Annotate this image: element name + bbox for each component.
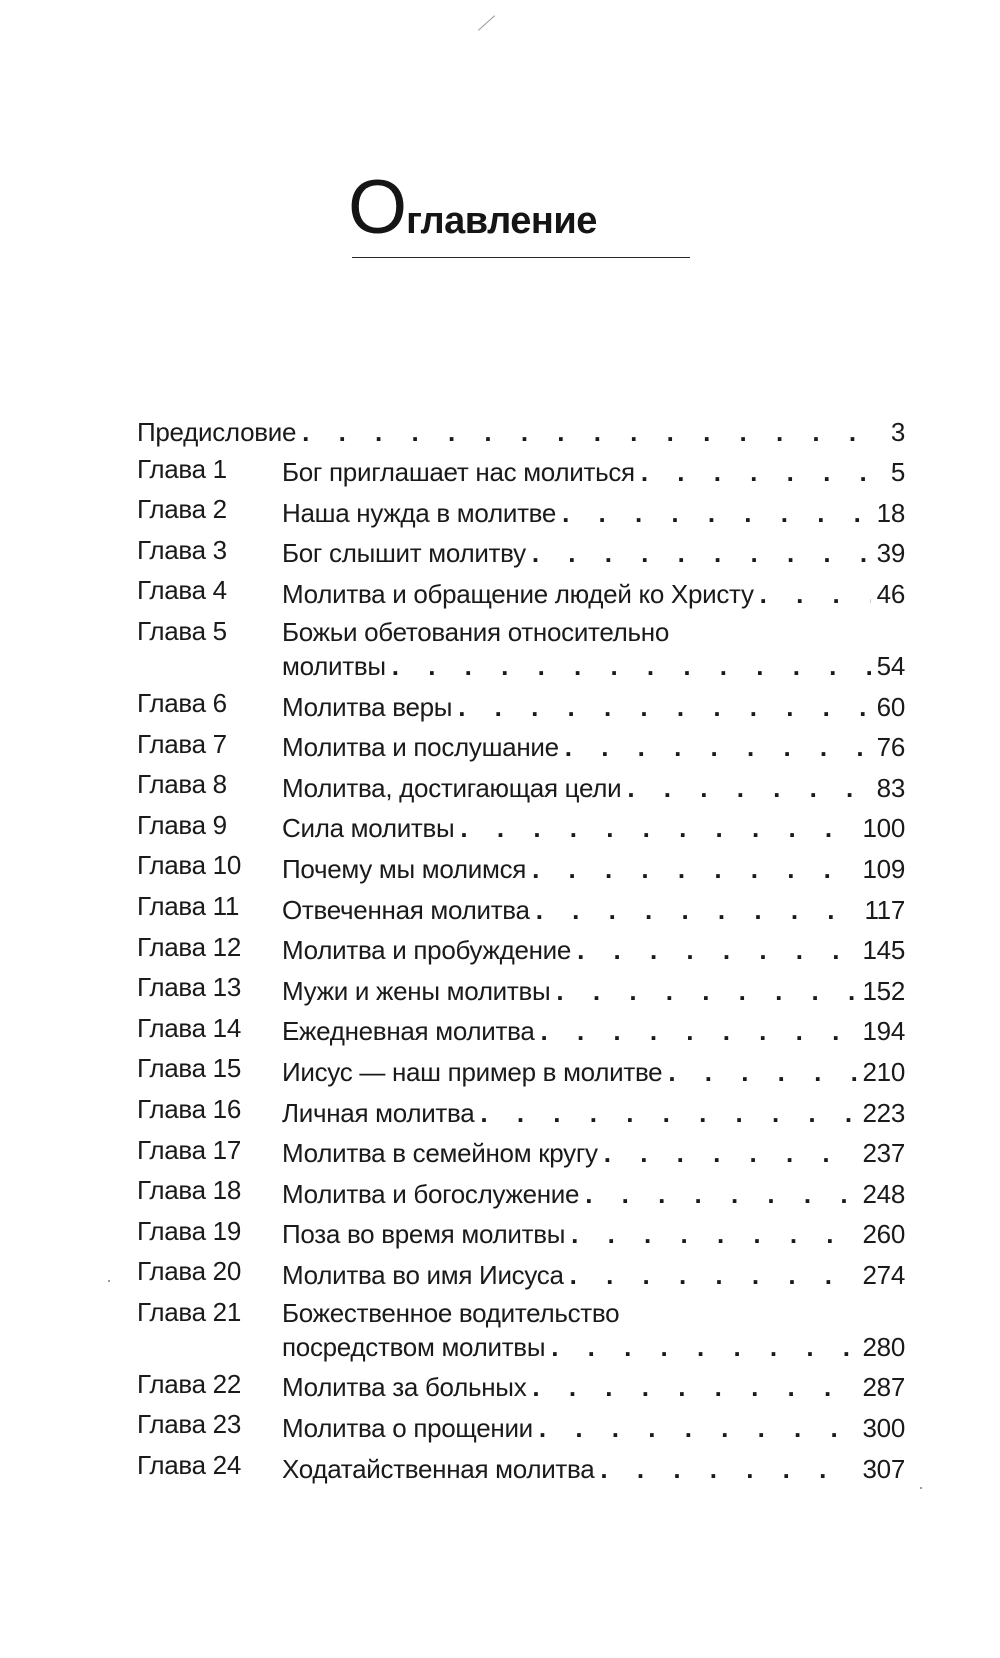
toc-entry-line xyxy=(282,974,905,1008)
toc-page-number: 5 xyxy=(890,457,905,488)
toc-entry-title: Бог приглашает нас молиться xyxy=(282,457,635,488)
dot-leader xyxy=(635,455,879,489)
toc-entry-title: молитвы xyxy=(282,650,386,681)
dot-leader xyxy=(662,1055,856,1089)
toc-entry-title: Поза во время молитвы xyxy=(282,1219,566,1250)
toc-chapter-label: Глава 22 xyxy=(137,1368,241,1399)
toc-entry-chapter-10[interactable] xyxy=(137,845,905,886)
toc-entry-line xyxy=(282,1411,905,1445)
toc-entry-body xyxy=(282,571,905,611)
toc-entry-title: Молитва о прощении xyxy=(282,1413,533,1444)
dot-leader xyxy=(550,974,856,1008)
toc-entry-line xyxy=(282,1370,905,1404)
toc-entry-line xyxy=(137,415,905,449)
toc-entry-body xyxy=(282,1446,905,1486)
toc-entry-title: Молитва и богослужение xyxy=(282,1178,580,1209)
toc-entry-title: Молитва и обращение людей ко Христу xyxy=(282,578,754,609)
toc-page-number: 109 xyxy=(862,853,905,884)
toc-entry-line xyxy=(282,1014,905,1048)
toc-chapter-label: Глава 12 xyxy=(137,931,241,962)
toc-entry-chapter-5[interactable] xyxy=(137,611,905,683)
toc-chapter-label: Глава 8 xyxy=(137,769,227,800)
dot-leader xyxy=(452,690,870,724)
toc-entry-chapter-13[interactable] xyxy=(137,967,905,1008)
toc-chapter-label: Глава 1 xyxy=(137,453,227,484)
toc-page-number: 237 xyxy=(862,1138,905,1169)
toc-entry-chapter-9[interactable] xyxy=(137,805,905,846)
toc-entry-chapter-20[interactable] xyxy=(137,1251,905,1292)
toc-page-number: 54 xyxy=(876,650,905,681)
toc-entry-chapter-11[interactable] xyxy=(137,886,905,927)
toc-chapter-label: Глава 9 xyxy=(137,809,227,840)
toc-entry-title: Бог слышит молитву xyxy=(282,538,526,569)
toc-chapter-label: Глава 3 xyxy=(137,534,227,565)
toc-entry-line xyxy=(282,649,905,683)
toc-entry-body xyxy=(282,449,905,489)
toc-entry-body xyxy=(282,887,905,927)
toc-entry-body xyxy=(282,805,905,845)
toc-entry-line xyxy=(282,1330,905,1364)
toc-entry-chapter-12[interactable] xyxy=(137,927,905,968)
toc-page-number: 39 xyxy=(876,538,905,569)
toc-entry-title: Сила молитвы xyxy=(282,813,455,844)
toc-entry-chapter-8[interactable] xyxy=(137,764,905,805)
toc-entry-line xyxy=(282,536,905,570)
toc-entry-line xyxy=(282,893,905,927)
toc-entry-body xyxy=(282,968,905,1008)
toc-entry-line xyxy=(282,730,905,764)
dot-leader xyxy=(545,1330,856,1364)
title-initial-letter: О xyxy=(348,165,407,250)
toc-page-number: 248 xyxy=(862,1178,905,1209)
dot-leader xyxy=(526,536,871,570)
toc-chapter-label: Глава 18 xyxy=(137,1175,241,1206)
toc-entry-chapter-14[interactable] xyxy=(137,1008,905,1049)
toc-entry-body xyxy=(282,1008,905,1048)
toc-entry-body xyxy=(282,1296,905,1364)
toc-page-number: 76 xyxy=(876,732,905,763)
dot-leader xyxy=(530,893,859,927)
toc-entry-body xyxy=(282,530,905,570)
toc-entry-line xyxy=(282,1452,905,1486)
toc-chapter-label: Глава 24 xyxy=(137,1450,241,1481)
toc-chapter-label: Глава 10 xyxy=(137,850,241,881)
toc-entry-chapter-17[interactable] xyxy=(137,1130,905,1171)
toc-page-number: 18 xyxy=(876,497,905,528)
toc-chapter-label: Глава 21 xyxy=(137,1296,241,1327)
toc-entry-title: Мужи и жены молитвы xyxy=(282,975,551,1006)
toc-page-number: 307 xyxy=(862,1453,905,1484)
toc-entry-chapter-2[interactable] xyxy=(137,489,905,530)
scan-scratch-mark xyxy=(478,15,495,30)
dot-leader xyxy=(533,1411,857,1445)
dot-leader xyxy=(579,1177,856,1211)
toc-entry-chapter-23[interactable] xyxy=(137,1404,905,1445)
toc-entry-body xyxy=(282,1130,905,1170)
toc-entry-line xyxy=(282,771,905,805)
toc-entry-chapter-19[interactable] xyxy=(137,1211,905,1252)
toc-entry-chapter-3[interactable] xyxy=(137,530,905,571)
toc-entry-title: Отвеченная молитва xyxy=(282,894,530,925)
toc-entry-body xyxy=(137,409,905,449)
dot-leader xyxy=(296,415,879,449)
toc-entry-line xyxy=(282,690,905,724)
toc-entry-line xyxy=(282,933,905,967)
toc-page-number: 210 xyxy=(862,1056,905,1087)
toc-chapter-label: Глава 6 xyxy=(137,687,227,718)
toc-page-number: 287 xyxy=(862,1372,905,1403)
toc-entry-title: Молитва и послушание xyxy=(282,732,559,763)
toc-chapter-label: Глава 17 xyxy=(137,1134,241,1165)
toc-entry-title: Наша нужда в молитве xyxy=(282,497,557,528)
toc-chapter-label: Глава 13 xyxy=(137,972,241,1003)
dot-leader xyxy=(535,1014,857,1048)
toc-entry-title: Ходатайственная молитва xyxy=(282,1453,595,1484)
toc-chapter-label: Глава 7 xyxy=(137,728,227,759)
toc-entry-preface[interactable] xyxy=(137,408,905,449)
toc-entry-body xyxy=(282,1364,905,1404)
toc-entry-body xyxy=(282,846,905,886)
dot-leader xyxy=(526,1370,856,1404)
dot-leader xyxy=(474,1096,856,1130)
toc-page-number: 60 xyxy=(876,691,905,722)
dot-leader xyxy=(386,649,871,683)
toc-chapter-label: Глава 16 xyxy=(137,1093,241,1124)
toc-entry-title: Почему мы молимся xyxy=(282,853,527,884)
dot-leader xyxy=(454,811,856,845)
toc-entry-line xyxy=(282,455,905,489)
toc-chapter-label: Глава 19 xyxy=(137,1215,241,1246)
toc-page-number: 194 xyxy=(862,1016,905,1047)
toc-entry-title: Иисус — наш пример в молитве xyxy=(282,1056,663,1087)
toc-chapter-label: Глава 11 xyxy=(137,890,240,921)
toc-entry-body xyxy=(282,1090,905,1130)
toc-entry-title: Молитва веры xyxy=(282,691,453,722)
toc-entry-title: Молитва, достигающая цели xyxy=(282,772,622,803)
toc-entry-chapter-1[interactable] xyxy=(137,449,905,490)
toc-entry-body xyxy=(282,927,905,967)
toc-entry-body xyxy=(282,1211,905,1251)
toc-entry-chapter-4[interactable] xyxy=(137,570,905,611)
toc-entry-title: Молитва во имя Иисуса xyxy=(282,1259,564,1290)
toc-entry-line xyxy=(282,577,905,611)
toc-entry-body xyxy=(282,1049,905,1089)
toc-entry-title-line1: Божьи обетования относительно xyxy=(282,616,670,647)
toc-chapter-label: Глава 5 xyxy=(137,615,227,646)
toc-entry-line xyxy=(282,1096,905,1130)
dot-leader xyxy=(564,1258,857,1292)
toc-entry-title: Молитва в семейном кругу xyxy=(282,1138,598,1169)
toc-entry-title: Молитва и пробуждение xyxy=(282,935,572,966)
dot-leader xyxy=(526,852,856,886)
toc-entry-line xyxy=(282,1136,905,1170)
toc-chapter-label: Глава 2 xyxy=(137,494,227,525)
dot-leader xyxy=(565,1217,856,1251)
toc-entry-line xyxy=(282,496,905,530)
toc-entry-body xyxy=(282,615,905,683)
toc-entry-chapter-7[interactable] xyxy=(137,724,905,765)
dot-leader xyxy=(754,577,871,611)
toc-entry-chapter-18[interactable] xyxy=(137,1170,905,1211)
toc-page-number: 117 xyxy=(864,894,905,925)
toc-entry-line xyxy=(282,1177,905,1211)
toc-chapter-label: Глава 20 xyxy=(137,1256,241,1287)
toc-entry-title: Предисловие xyxy=(137,416,297,447)
title-underline xyxy=(352,257,690,258)
table-of-contents xyxy=(137,408,905,1486)
toc-chapter-label: Глава 14 xyxy=(137,1012,241,1043)
toc-entry-title: Ежедневная молитва xyxy=(282,1016,535,1047)
page-title xyxy=(348,165,668,250)
toc-page-number: 46 xyxy=(876,578,905,609)
toc-entry-line xyxy=(282,811,905,845)
toc-entry-body xyxy=(282,1171,905,1211)
dot-leader xyxy=(571,933,856,967)
toc-chapter-list xyxy=(137,449,905,1486)
dot-leader xyxy=(594,1452,856,1486)
scan-speck xyxy=(920,1487,922,1489)
toc-entry-body xyxy=(282,1252,905,1292)
toc-entry-title-line1: Божественное водительство xyxy=(282,1297,620,1328)
toc-page-number: 300 xyxy=(862,1413,905,1444)
toc-entry-body xyxy=(282,490,905,530)
scan-speck xyxy=(108,1280,110,1282)
toc-chapter-label: Глава 23 xyxy=(137,1409,241,1440)
toc-entry-title: Личная молитва xyxy=(282,1097,475,1128)
toc-page-number: 145 xyxy=(862,935,905,966)
toc-entry-line xyxy=(282,1258,905,1292)
title-rest: главление xyxy=(406,200,597,242)
toc-entry-chapter-6[interactable] xyxy=(137,683,905,724)
toc-entry-body xyxy=(282,684,905,724)
dot-leader xyxy=(598,1136,857,1170)
toc-entry-line xyxy=(282,852,905,886)
dot-leader xyxy=(559,730,871,764)
toc-chapter-label: Глава 15 xyxy=(137,1053,241,1084)
toc-entry-line xyxy=(282,1217,905,1251)
toc-page-number: 223 xyxy=(862,1097,905,1128)
toc-chapter-label: Глава 4 xyxy=(137,575,227,606)
toc-page-number: 100 xyxy=(862,813,905,844)
toc-entry-body xyxy=(282,765,905,805)
toc-entry-title: Молитва за больных xyxy=(282,1372,527,1403)
toc-page-number: 274 xyxy=(862,1259,905,1290)
dot-leader xyxy=(556,496,871,530)
toc-entry-title: посредством молитвы xyxy=(282,1331,546,1362)
toc-page-number: 3 xyxy=(890,416,905,447)
toc-entry-chapter-16[interactable] xyxy=(137,1089,905,1130)
toc-entry-line xyxy=(282,1055,905,1089)
toc-entry-body xyxy=(282,1405,905,1445)
toc-entry-chapter-24[interactable] xyxy=(137,1445,905,1486)
toc-page-number: 83 xyxy=(876,772,905,803)
toc-entry-chapter-15[interactable] xyxy=(137,1048,905,1089)
toc-entry-chapter-22[interactable] xyxy=(137,1364,905,1405)
toc-page-number: 280 xyxy=(862,1331,905,1362)
toc-page-number: 152 xyxy=(862,975,905,1006)
dot-leader xyxy=(621,771,870,805)
toc-page-number: 260 xyxy=(862,1219,905,1250)
toc-entry-chapter-21[interactable] xyxy=(137,1292,905,1364)
toc-entry-body xyxy=(282,724,905,764)
